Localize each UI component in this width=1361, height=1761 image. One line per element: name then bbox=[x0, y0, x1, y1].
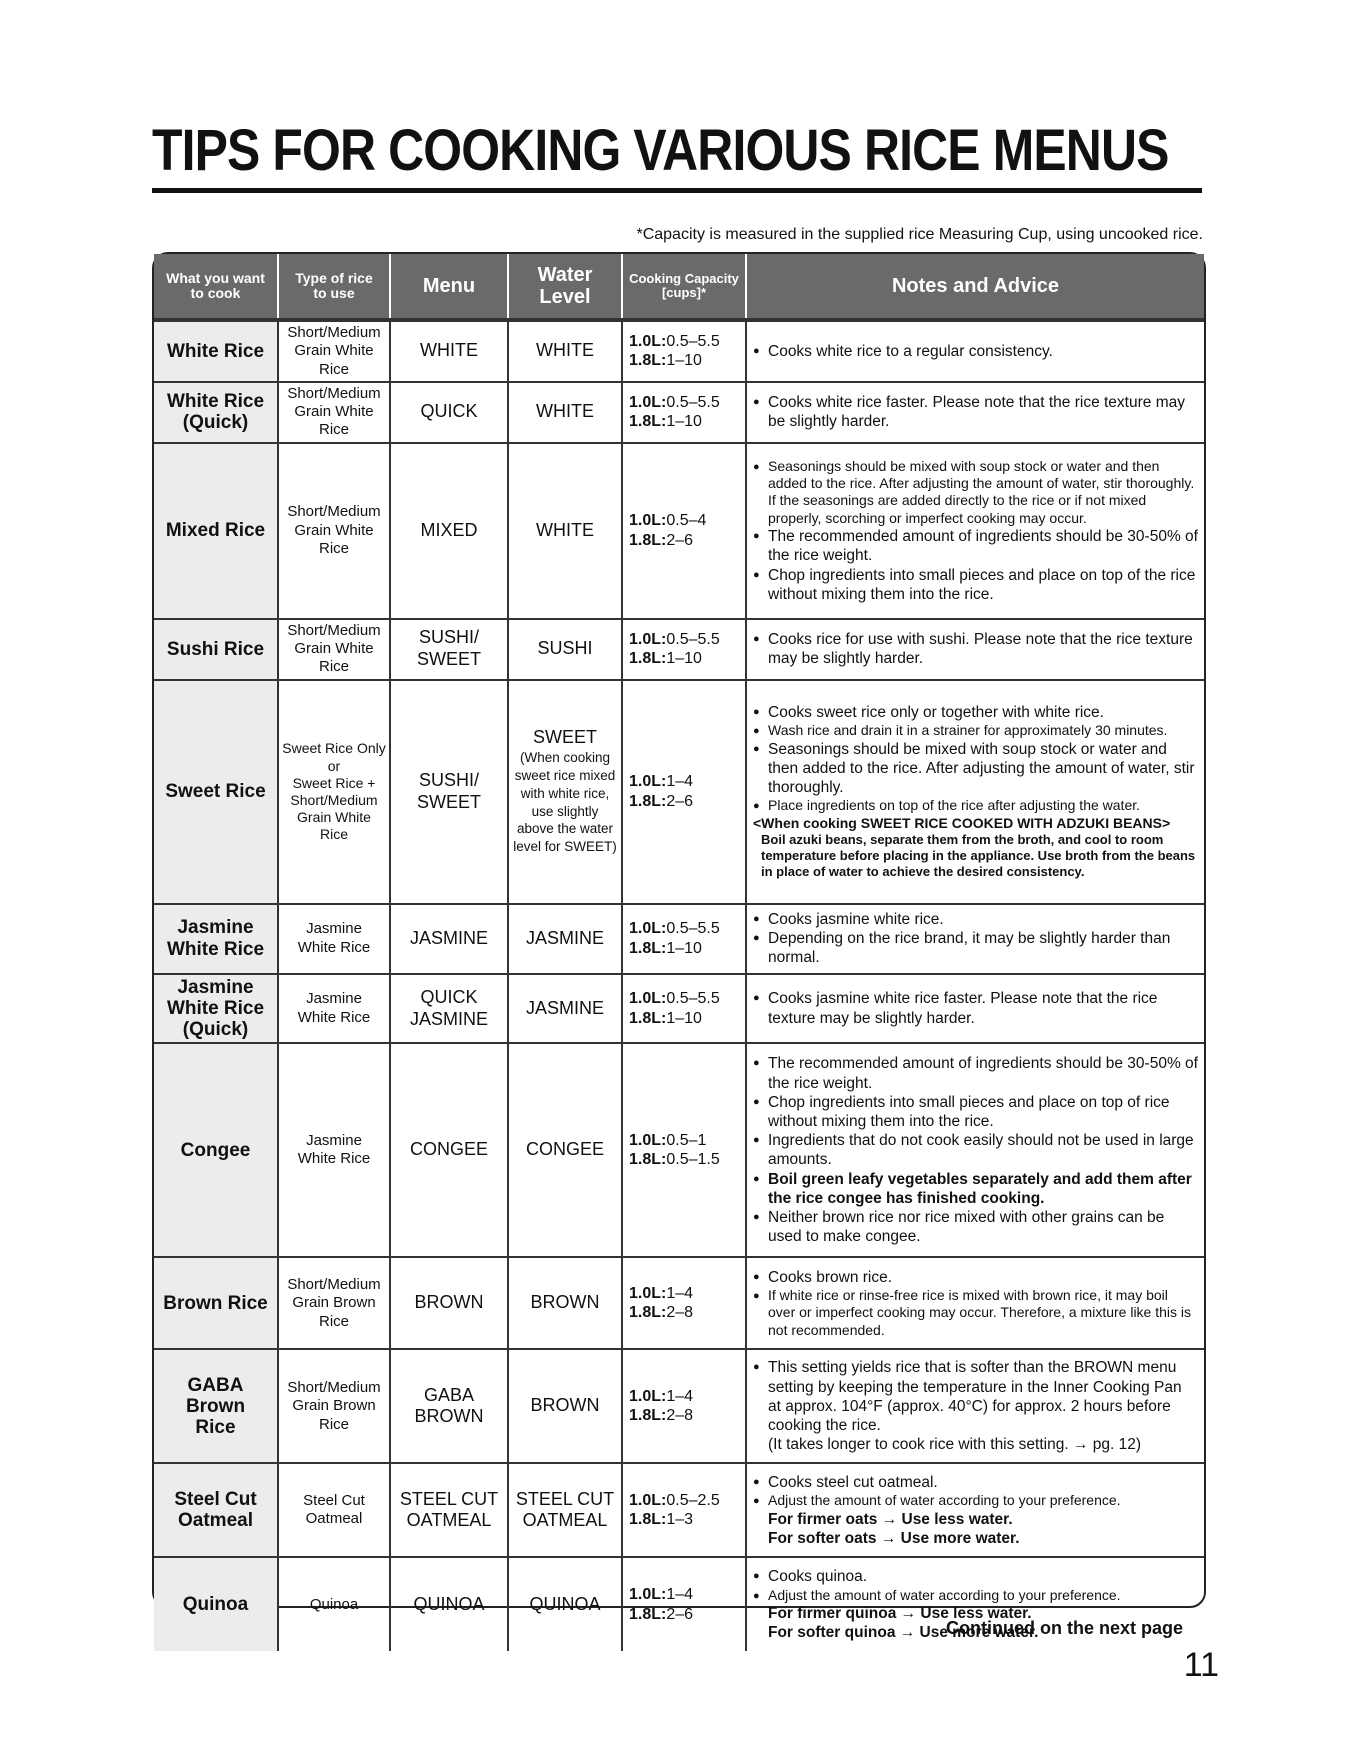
menu-label: QUICK bbox=[420, 401, 478, 422]
water-level-label: above the water bbox=[516, 821, 614, 837]
capacity-size: 1.8L: bbox=[629, 413, 667, 431]
notes-cell bbox=[746, 1257, 1204, 1349]
capacity-line bbox=[629, 412, 742, 432]
note-item: ● Place ingredients on top of the rice after adjusting the water. bbox=[753, 797, 1198, 814]
cook-item-cell bbox=[154, 443, 278, 619]
table-row bbox=[154, 1257, 1204, 1349]
capacity-cell bbox=[622, 974, 746, 1044]
rice-type-label: Grain White Rice bbox=[294, 521, 374, 557]
table-header-row bbox=[154, 254, 1204, 320]
capacity-range: 0.5–5.5 bbox=[666, 393, 720, 411]
cook-item-cell bbox=[154, 680, 278, 904]
capacity-size: 1.0L: bbox=[629, 990, 667, 1008]
note-item: ● Depending on the rice brand, it may be slightly harder than normal. bbox=[753, 929, 1198, 967]
water-preference-tip: For softer oats → Use more water. bbox=[768, 1529, 1020, 1547]
capacity-size: 1.0L: bbox=[629, 1131, 667, 1149]
water-level-cell bbox=[508, 1463, 622, 1557]
capacity-size: 1.8L: bbox=[629, 352, 667, 370]
water-level-label: QUINOA bbox=[529, 1593, 601, 1614]
water-level-cell bbox=[508, 1043, 622, 1257]
capacity-line bbox=[629, 1150, 742, 1170]
note-item: ● Seasonings should be mixed with soup stock or water and then added to the rice. After adjusting the amount of water, stir thoroughly. If the seasonings are added directly to the rice or if not mixed properly, scorching or imperfect cooking may occur. bbox=[753, 458, 1198, 527]
capacity-line bbox=[629, 393, 742, 413]
water-preference-tip: For softer quinoa → Use more water. bbox=[768, 1624, 1039, 1642]
menu-label: WHITE bbox=[420, 340, 478, 361]
capacity-range: 1–4 bbox=[666, 1387, 694, 1405]
water-level-cell bbox=[508, 320, 622, 382]
header-type-line-2: to use bbox=[313, 285, 355, 301]
rice-type-cell bbox=[278, 974, 390, 1044]
rice-type-label: Jasmine bbox=[306, 990, 362, 1008]
cook-item-label: White Rice bbox=[166, 340, 265, 362]
water-level-label: BROWN bbox=[530, 1292, 600, 1313]
note-item: ● Cooks brown rice. bbox=[753, 1268, 1198, 1287]
note-item: ● Neither brown rice nor rice mixed with other grains can be used to make congee. bbox=[753, 1208, 1198, 1246]
capacity-line bbox=[629, 772, 742, 792]
water-level-label: (When cooking bbox=[519, 750, 611, 766]
cook-item-label: White Rice bbox=[166, 997, 265, 1019]
capacity-range: 0.5–5.5 bbox=[666, 990, 720, 1008]
capacity-range: 1–10 bbox=[666, 650, 702, 668]
capacity-size: 1.8L: bbox=[629, 531, 667, 549]
menu-cell bbox=[390, 382, 508, 443]
capacity-range: 2–6 bbox=[666, 531, 694, 549]
rice-type-label: Grain Brown bbox=[292, 1294, 376, 1312]
water-level-label: CONGEE bbox=[525, 1139, 604, 1160]
capacity-line bbox=[629, 1009, 742, 1029]
menu-label: JASMINE bbox=[409, 1008, 488, 1029]
capacity-line bbox=[629, 649, 742, 669]
capacity-size: 1.8L: bbox=[629, 1009, 667, 1027]
water-level-label: STEEL CUT bbox=[515, 1488, 615, 1509]
rice-type-cell bbox=[278, 619, 390, 680]
adzuki-heading: <When cooking SWEET RICE COOKED WITH ADZUKI BEANS> bbox=[753, 814, 1171, 831]
capacity-size: 1.0L: bbox=[629, 1387, 667, 1405]
menu-cell bbox=[390, 974, 508, 1044]
notes-list bbox=[753, 910, 1198, 968]
water-level-label: BROWN bbox=[530, 1395, 600, 1416]
note-item: ● Cooks white rice to a regular consistency. bbox=[753, 342, 1198, 361]
rice-type-cell bbox=[278, 1257, 390, 1349]
capacity-size: 1.0L: bbox=[629, 630, 667, 648]
rice-type-cell bbox=[278, 680, 390, 904]
water-level-cell bbox=[508, 443, 622, 619]
capacity-size: 1.0L: bbox=[629, 773, 667, 791]
capacity-cell bbox=[622, 1257, 746, 1349]
capacity-size: 1.0L: bbox=[629, 1284, 667, 1302]
table-row bbox=[154, 904, 1204, 974]
menu-label: SUSHI/ bbox=[418, 769, 479, 790]
menu-cell bbox=[390, 904, 508, 974]
table-row bbox=[154, 1349, 1204, 1463]
rice-type-label: Quinoa bbox=[309, 1595, 359, 1613]
capacity-line bbox=[629, 531, 742, 551]
cook-item-label: Brown Rice bbox=[163, 1292, 268, 1314]
menu-label: JASMINE bbox=[409, 927, 488, 948]
capacity-cell bbox=[622, 1463, 746, 1557]
water-level-cell bbox=[508, 382, 622, 443]
header-menu: Menu bbox=[390, 254, 508, 320]
water-level-label: OATMEAL bbox=[522, 1510, 608, 1531]
water-level-label: JASMINE bbox=[525, 997, 604, 1018]
cook-item-cell bbox=[154, 904, 278, 974]
rice-type-label: Oatmeal bbox=[305, 1510, 363, 1528]
notes-cell bbox=[746, 443, 1204, 619]
page-number: 11 bbox=[1183, 1646, 1219, 1684]
water-level-label: JASMINE bbox=[525, 927, 604, 948]
note-item: ● Cooks steel cut oatmeal. bbox=[753, 1473, 1198, 1492]
capacity-size: 1.8L: bbox=[629, 650, 667, 668]
menu-cell bbox=[390, 1557, 508, 1651]
rice-type-label: Rice bbox=[318, 1312, 349, 1330]
capacity-range: 0.5–5.5 bbox=[666, 332, 720, 350]
page-title: TIPS FOR COOKING VARIOUS RICE MENUS bbox=[152, 118, 1169, 183]
note-continuation: (It takes longer to cook rice with this setting. → pg. 12) bbox=[768, 1436, 1142, 1454]
cook-item-label: (Quick) bbox=[182, 1019, 249, 1041]
notes-list bbox=[753, 342, 1198, 361]
table-row bbox=[154, 320, 1204, 382]
capacity-line bbox=[629, 1605, 742, 1625]
cook-item-label: GABA Brown bbox=[185, 1374, 246, 1417]
capacity-size: 1.8L: bbox=[629, 1304, 667, 1322]
menu-cell bbox=[390, 619, 508, 680]
water-level-label: WHITE bbox=[536, 340, 594, 361]
water-level-cell bbox=[508, 1557, 622, 1651]
capacity-range: 1–10 bbox=[666, 352, 702, 370]
note-item: ● The recommended amount of ingredients should be 30-50% of the rice weight. bbox=[753, 1054, 1198, 1092]
notes-cell bbox=[746, 680, 1204, 904]
note-item: ● Adjust the amount of water according to your preference. bbox=[753, 1587, 1198, 1604]
cook-item-label: Sushi Rice bbox=[166, 638, 265, 660]
capacity-line bbox=[629, 1510, 742, 1530]
cook-item-label: White Rice bbox=[166, 391, 265, 413]
cook-item-label: Quinoa bbox=[182, 1594, 249, 1616]
capacity-cell bbox=[622, 443, 746, 619]
rice-type-cell bbox=[278, 1557, 390, 1651]
table-row bbox=[154, 619, 1204, 680]
water-level-cell bbox=[508, 904, 622, 974]
menu-label: QUINOA bbox=[413, 1593, 485, 1614]
water-level-label: level for SWEET) bbox=[513, 839, 617, 855]
cook-item-label: Jasmine bbox=[177, 917, 254, 939]
rice-type-cell bbox=[278, 320, 390, 382]
note-item: ● If white rice or rinse-free rice is mixed with brown rice, it may boil over or imperfect cooking may occur. Therefore, a mixture like this is not recommended. bbox=[753, 1287, 1198, 1339]
water-level-label: WHITE bbox=[536, 519, 594, 540]
notes-cell bbox=[746, 904, 1204, 974]
cook-item-label: Oatmeal bbox=[178, 1510, 253, 1532]
capacity-range: 0.5–1.5 bbox=[666, 1151, 720, 1169]
menu-label: GABA BROWN bbox=[414, 1384, 484, 1427]
rice-type-label: Jasmine bbox=[306, 920, 362, 938]
note-item: ● Cooks jasmine white rice. bbox=[753, 910, 1198, 929]
notes-list bbox=[753, 989, 1198, 1027]
menu-label: QUICK bbox=[420, 986, 478, 1007]
rice-type-label: Short/Medium bbox=[287, 1276, 381, 1294]
notes-cell bbox=[746, 1349, 1204, 1463]
header-notes-and-advice: Notes and Advice bbox=[746, 254, 1204, 320]
rice-type-label: Sweet Rice + bbox=[292, 774, 376, 791]
rice-type-label: or bbox=[327, 757, 341, 774]
note-item: ● Chop ingredients into small pieces and place on top of the rice without mixing them into the rice. bbox=[753, 566, 1198, 604]
capacity-line bbox=[629, 989, 742, 1009]
note-item: ● Chop ingredients into small pieces and place on top of rice without mixing them into the rice. bbox=[753, 1093, 1198, 1131]
header-what-line-1: What you want bbox=[166, 269, 265, 286]
capacity-line bbox=[629, 1284, 742, 1304]
capacity-size: 1.0L: bbox=[629, 1586, 667, 1604]
notes-list bbox=[753, 703, 1198, 815]
cook-item-label: Congee bbox=[180, 1139, 251, 1161]
rice-type-label: Grain White Rice bbox=[294, 640, 374, 676]
capacity-range: 1–3 bbox=[666, 1511, 694, 1529]
note-item: ● The recommended amount of ingredients should be 30-50% of the rice weight. bbox=[753, 527, 1198, 565]
capacity-range: 1–10 bbox=[666, 1009, 702, 1027]
rice-type-label: Short/Medium bbox=[290, 791, 378, 808]
capacity-range: 1–4 bbox=[666, 773, 694, 791]
capacity-line bbox=[629, 919, 742, 939]
cook-item-cell bbox=[154, 1557, 278, 1651]
water-level-cell bbox=[508, 1257, 622, 1349]
notes-list bbox=[753, 458, 1198, 604]
cook-item-cell bbox=[154, 619, 278, 680]
capacity-cell bbox=[622, 619, 746, 680]
water-level-cell bbox=[508, 680, 622, 904]
notes-cell bbox=[746, 320, 1204, 382]
capacity-range: 0.5–5.5 bbox=[666, 920, 720, 938]
menu-cell bbox=[390, 1349, 508, 1463]
capacity-line bbox=[629, 351, 742, 371]
water-preference-tip: For firmer quinoa → Use less water. bbox=[768, 1605, 1032, 1623]
capacity-size: 1.0L: bbox=[629, 332, 667, 350]
notes-cell bbox=[746, 974, 1204, 1044]
rice-type-label: Short/Medium bbox=[287, 324, 381, 341]
capacity-line bbox=[629, 1303, 742, 1323]
notes-cell bbox=[746, 382, 1204, 443]
rice-type-label: White Rice bbox=[297, 1008, 371, 1026]
capacity-cell bbox=[622, 382, 746, 443]
cook-item-label: Jasmine bbox=[177, 976, 254, 998]
header-type-line-1: Type of rice bbox=[295, 269, 373, 286]
notes-list bbox=[753, 1054, 1198, 1246]
capacity-range: 1–10 bbox=[666, 939, 702, 957]
capacity-range: 0.5–1 bbox=[666, 1131, 707, 1149]
note-item: ● Cooks sweet rice only or together with white rice. bbox=[753, 703, 1198, 722]
menu-cell bbox=[390, 1043, 508, 1257]
capacity-range: 1–4 bbox=[666, 1586, 694, 1604]
rice-type-label: Short/Medium bbox=[287, 1379, 381, 1397]
capacity-range: 1–4 bbox=[666, 1284, 694, 1302]
continued-note: Continued on the next page bbox=[946, 1618, 1183, 1638]
table-row bbox=[154, 1463, 1204, 1557]
notes-cell bbox=[746, 1463, 1204, 1557]
rice-type-label: Jasmine bbox=[306, 1132, 362, 1150]
capacity-line bbox=[629, 939, 742, 959]
menu-cell bbox=[390, 680, 508, 904]
water-level-cell bbox=[508, 1349, 622, 1463]
menu-label: OATMEAL bbox=[406, 1510, 492, 1531]
table-row bbox=[154, 974, 1204, 1044]
rice-type-cell bbox=[278, 1349, 390, 1463]
capacity-range: 1–10 bbox=[666, 413, 702, 431]
capacity-line bbox=[629, 511, 742, 531]
menu-label: MIXED bbox=[420, 519, 478, 540]
rice-type-label: Steel Cut bbox=[303, 1492, 365, 1510]
note-item: ● This setting yields rice that is softer than the BROWN menu setting by keeping the temperature in the Inner Cooking Pan at approx. 104°F (approx. 40°C) for approx. 2 hours before cooking the rice. bbox=[753, 1358, 1198, 1435]
table-row bbox=[154, 382, 1204, 443]
cook-item-label: Sweet Rice bbox=[165, 781, 266, 803]
capacity-line bbox=[629, 1406, 742, 1426]
table-row bbox=[154, 680, 1204, 904]
capacity-size: 1.8L: bbox=[629, 1511, 667, 1529]
note-item: ● Cooks quinoa. bbox=[753, 1567, 1198, 1586]
capacity-line bbox=[629, 1131, 742, 1151]
notes-list bbox=[753, 393, 1198, 431]
cook-item-cell bbox=[154, 1463, 278, 1557]
menu-label: STEEL CUT bbox=[399, 1488, 499, 1509]
rice-type-cell bbox=[278, 1463, 390, 1557]
note-item: ● Seasonings should be mixed with soup stock or water and then added to the rice. After adjusting the amount of water, stir thoroughly. bbox=[753, 740, 1198, 798]
notes-list bbox=[753, 1358, 1198, 1454]
capacity-range: 0.5–5.5 bbox=[666, 630, 720, 648]
rice-type-label: Sweet Rice Only bbox=[282, 740, 386, 757]
cook-item-label: Rice bbox=[195, 1417, 236, 1439]
water-preference-tip: For firmer oats → Use less water. bbox=[768, 1510, 1013, 1528]
note-item: ● Wash rice and drain it in a strainer for approximately 30 minutes. bbox=[753, 722, 1198, 739]
header-cooking-capacity bbox=[622, 254, 746, 320]
water-level-label: SUSHI bbox=[537, 638, 593, 659]
notes-list bbox=[753, 1268, 1198, 1339]
capacity-range: 0.5–2.5 bbox=[666, 1491, 720, 1509]
cook-item-cell bbox=[154, 1043, 278, 1257]
note-item: ● Cooks rice for use with sushi. Please note that the rice texture may be slightly harder. bbox=[753, 630, 1198, 668]
capacity-cell bbox=[622, 1349, 746, 1463]
header-what-line-2: to cook bbox=[190, 285, 241, 301]
capacity-size: 1.8L: bbox=[629, 792, 667, 810]
water-level-label: WHITE bbox=[536, 401, 594, 422]
menu-label: CONGEE bbox=[409, 1139, 488, 1160]
capacity-line bbox=[629, 792, 742, 812]
menu-cell bbox=[390, 320, 508, 382]
cook-item-cell bbox=[154, 1257, 278, 1349]
note-item: ● Cooks jasmine white rice faster. Please note that the rice texture may be slightly harder. bbox=[753, 989, 1198, 1027]
capacity-size: 1.0L: bbox=[629, 920, 667, 938]
capacity-size: 1.8L: bbox=[629, 1407, 667, 1425]
rice-type-label: Grain White Rice bbox=[297, 808, 371, 842]
note-item: ● Cooks white rice faster. Please note that the rice texture may be slightly harder. bbox=[753, 393, 1198, 431]
table-row bbox=[154, 1043, 1204, 1257]
cook-item-cell bbox=[154, 320, 278, 382]
capacity-cell bbox=[622, 1043, 746, 1257]
water-level-label: sweet rice mixed bbox=[514, 768, 616, 784]
menu-label: SUSHI/ bbox=[418, 627, 479, 648]
rice-type-label: Grain Brown bbox=[292, 1397, 376, 1415]
rice-type-label: Rice bbox=[318, 1415, 349, 1433]
note-item: ● Adjust the amount of water according to your preference. bbox=[753, 1492, 1198, 1509]
capacity-line bbox=[629, 1491, 742, 1511]
table-body bbox=[154, 320, 1204, 1651]
header-water-level: Water Level bbox=[508, 254, 622, 320]
rice-type-label: Short/Medium bbox=[287, 503, 381, 521]
rice-type-cell bbox=[278, 1043, 390, 1257]
capacity-size: 1.8L: bbox=[629, 1605, 667, 1623]
rice-type-label: Grain White Rice bbox=[294, 342, 374, 378]
header-capacity-line-2: [cups]* bbox=[661, 285, 707, 300]
capacity-note: *Capacity is measured in the supplied rice Measuring Cup, using uncooked rice. bbox=[636, 226, 1203, 243]
rice-type-cell bbox=[278, 904, 390, 974]
capacity-cell bbox=[622, 904, 746, 974]
capacity-range: 2–8 bbox=[666, 1304, 694, 1322]
rice-type-cell bbox=[278, 443, 390, 619]
header-capacity-line-1: Cooking Capacity bbox=[629, 270, 739, 286]
capacity-cell bbox=[622, 680, 746, 904]
capacity-size: 1.0L: bbox=[629, 1491, 667, 1509]
rice-type-label: White Rice bbox=[297, 938, 371, 956]
menu-label: SWEET bbox=[416, 791, 481, 812]
menu-cell bbox=[390, 1463, 508, 1557]
note-item: ● Boil green leafy vegetables separately and add them after the rice congee has finished cooking. bbox=[753, 1170, 1198, 1208]
table-row bbox=[154, 443, 1204, 619]
cook-item-cell bbox=[154, 382, 278, 443]
capacity-line bbox=[629, 1585, 742, 1605]
capacity-range: 2–8 bbox=[666, 1407, 694, 1425]
rice-type-label: Short/Medium bbox=[287, 384, 381, 402]
header-what-you-want bbox=[154, 254, 278, 320]
capacity-range: 2–6 bbox=[666, 1605, 694, 1623]
cook-item-cell bbox=[154, 1349, 278, 1463]
water-level-cell bbox=[508, 619, 622, 680]
menu-cell bbox=[390, 1257, 508, 1349]
menu-label: BROWN bbox=[414, 1292, 484, 1313]
water-level-label: use slightly bbox=[531, 803, 599, 819]
notes-list bbox=[753, 1567, 1198, 1604]
rice-menu-table bbox=[154, 254, 1204, 1651]
water-level-label: SWEET bbox=[532, 727, 597, 748]
cook-item-cell bbox=[154, 974, 278, 1044]
capacity-line bbox=[629, 332, 742, 352]
capacity-size: 1.0L: bbox=[629, 512, 667, 530]
rice-type-cell bbox=[278, 382, 390, 443]
capacity-size: 1.8L: bbox=[629, 1151, 667, 1169]
capacity-line bbox=[629, 630, 742, 650]
capacity-line bbox=[629, 1387, 742, 1407]
adzuki-instructions: Boil azuki beans, separate them from the broth, and cool to room temperature before placing in the appliance. Use broth from the beans in place of water to achieve the desired consistency. bbox=[761, 831, 1196, 880]
notes-cell bbox=[746, 619, 1204, 680]
cook-item-label: Mixed Rice bbox=[165, 520, 266, 542]
cook-item-label: Steel Cut bbox=[174, 1489, 257, 1511]
menu-label: SWEET bbox=[416, 649, 481, 670]
menu-cell bbox=[390, 443, 508, 619]
capacity-cell bbox=[622, 1557, 746, 1651]
title-rule bbox=[152, 188, 1202, 193]
water-level-label: with white rice, bbox=[520, 785, 610, 801]
note-item: ● Ingredients that do not cook easily should not be used in large amounts. bbox=[753, 1131, 1198, 1169]
cook-item-label: White Rice bbox=[166, 938, 265, 960]
cook-item-label: (Quick) bbox=[182, 412, 249, 434]
rice-type-label: White Rice bbox=[297, 1150, 371, 1168]
notes-cell bbox=[746, 1043, 1204, 1257]
capacity-cell bbox=[622, 320, 746, 382]
notes-list bbox=[753, 630, 1198, 668]
rice-type-label: Short/Medium bbox=[287, 621, 381, 639]
rice-type-label: Grain White Rice bbox=[294, 403, 374, 439]
capacity-range: 2–6 bbox=[666, 792, 694, 810]
header-type-of-rice bbox=[278, 254, 390, 320]
capacity-range: 0.5–4 bbox=[666, 512, 707, 530]
capacity-size: 1.0L: bbox=[629, 393, 667, 411]
capacity-size: 1.8L: bbox=[629, 939, 667, 957]
notes-list bbox=[753, 1473, 1198, 1510]
water-level-cell bbox=[508, 974, 622, 1044]
